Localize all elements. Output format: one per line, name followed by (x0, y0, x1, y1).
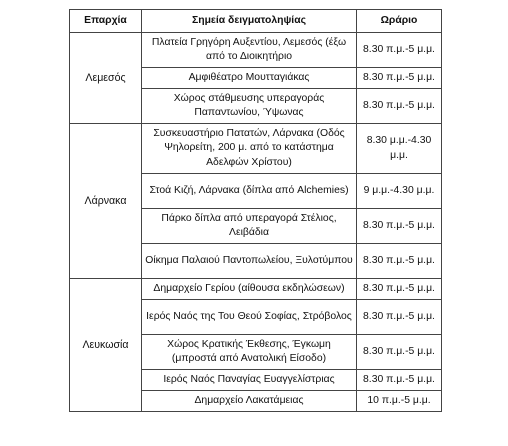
hours-cell: 8.30 π.μ.-5 μ.μ. (357, 68, 442, 89)
location-cell: Αμφιθέατρο Μουτταγιάκας (142, 68, 357, 89)
hours-cell: 10 π.μ.-5 μ.μ. (357, 391, 442, 412)
hours-cell: 8.30 μ.μ.-4.30 μ.μ. (357, 124, 442, 174)
location-cell: Χώρος Κρατικής Έκθεσης, Έγκωμη (μπροστά από Ανατολική Είσοδο) (142, 335, 357, 370)
region-cell-larnaca: Λάρνακα (70, 124, 142, 279)
location-cell: Δημαρχείο Λακατάμειας (142, 391, 357, 412)
location-cell: Στοά Κιζή, Λάρνακα (δίπλα από Alchemies) (142, 174, 357, 209)
table-row (70, 279, 442, 300)
header-region: Επαρχία (70, 10, 142, 33)
hours-cell: 8.30 π.μ.-5 μ.μ. (357, 370, 442, 391)
hours-cell: 8.30 π.μ.-5 μ.μ. (357, 300, 442, 335)
location-cell: Πάρκο δίπλα από υπεραγορά Στέλιος, Λειβάδια (142, 209, 357, 244)
header-hours: Ωράριο (357, 10, 442, 33)
location-cell: Οίκημα Παλαιού Παντοπωλείου, Ξυλοτύμπου (142, 244, 357, 279)
location-cell: Δημαρχείο Γερίου (αίθουσα εκδηλώσεων) (142, 279, 357, 300)
hours-cell: 8.30 π.μ.-5 μ.μ. (357, 33, 442, 68)
table-row (70, 33, 442, 68)
region-cell-limassol: Λεμεσός (70, 33, 142, 124)
hours-cell: 8.30 π.μ.-5 μ.μ. (357, 89, 442, 124)
location-cell: Ιερός Ναός Παναγίας Ευαγγελίστριας (142, 370, 357, 391)
location-cell: Χώρος στάθμευσης υπεραγοράς Παπαντωνίου, Ύψωνας (142, 89, 357, 124)
hours-cell: 8.30 π.μ.-5 μ.μ. (357, 335, 442, 370)
hours-cell: 8.30 π.μ.-5 μ.μ. (357, 279, 442, 300)
location-cell: Ιερός Ναός της Του Θεού Σοφίας, Στρόβολος (142, 300, 357, 335)
hours-cell: 8.30 π.μ.-5 μ.μ. (357, 244, 442, 279)
region-cell-nicosia: Λευκωσία (70, 279, 142, 412)
location-cell: Πλατεία Γρηγόρη Αυξεντίου, Λεμεσός (έξω από το Διοικητήριο (142, 33, 357, 68)
location-cell: Συσκευαστήριο Πατατών, Λάρνακα (Οδός Ψηλορείτη, 200 μ. από το κατάστημα Αδελφών Χρίστου) (142, 124, 357, 174)
table-header-row (70, 10, 442, 33)
header-location: Σημεία δειγματοληψίας (142, 10, 357, 33)
hours-cell: 9 μ.μ.-4.30 μ.μ. (357, 174, 442, 209)
sampling-schedule-table (69, 9, 442, 412)
table-row (70, 124, 442, 174)
hours-cell: 8.30 π.μ.-5 μ.μ. (357, 209, 442, 244)
